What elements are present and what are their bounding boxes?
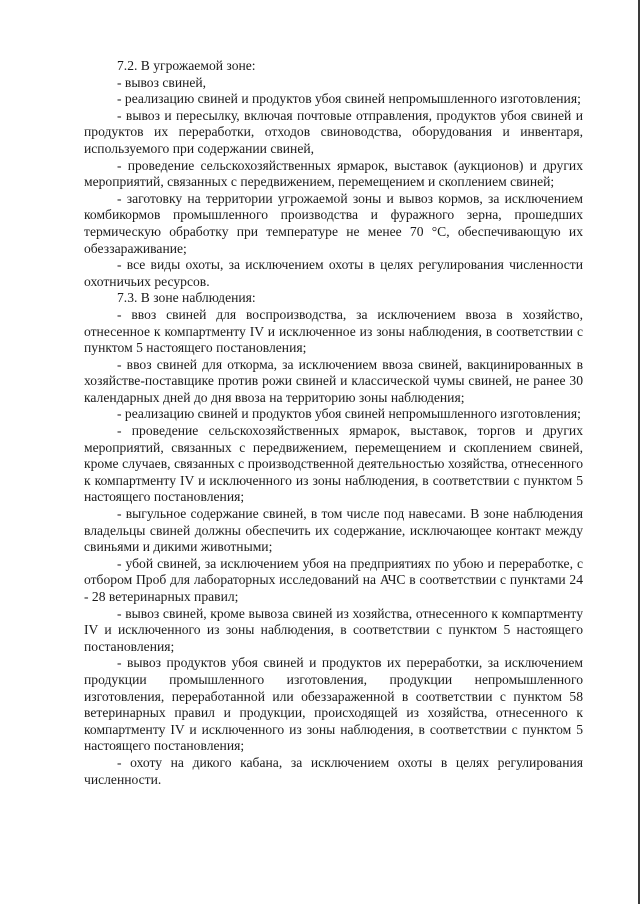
- paragraph: - проведение сельскохозяйственных ярмарок, выставок (аукционов) и других мероприятий, связанных с передвижением, перемещением и скоплением свиней;: [84, 157, 583, 190]
- paragraph: - убой свиней, за исключением убоя на предприятиях по убою и переработке, с отбором Проб для лабораторных исследований на АЧС в соответствии с пунктами 24 - 28 ветеринарных правил;: [84, 555, 583, 604]
- paragraph: - выгульное содержание свиней, в том числе под навесами. В зоне наблюдения владельцы свиней должны обеспечить их содержание, исключающее контакт между свиньями и дикими животными;: [84, 506, 583, 555]
- paragraph: - все виды охоты, за исключением охоты в целях регулирования численности охотничьих ресурсов.: [84, 257, 583, 289]
- paragraph: - вывоз и пересылку, включая почтовые отправления, продуктов убоя свиней и продуктов их переработки, отходов свиноводства, оборудования и инвентаря, используемого при содержании свиней,: [84, 107, 583, 156]
- paragraph: - ввоз свиней для откорма, за исключением ввоза свиней, вакцинированных в хозяйстве-поставщике против рожи свиней и классической чумы свиней, не ранее 30 календарных дней до дня ввоза на территорию зоны наблюдения;: [84, 356, 583, 405]
- paragraph: - охоту на дикого кабана, за исключением охоты в целях регулирования численности.: [84, 754, 583, 787]
- paragraph: - заготовку на территории угрожаемой зоны и вывоз кормов, за исключением комбикормов промышленного производства и фуражного зерна, прошедших термическую обработку при температуре не менее 70 °С, обеспечивающую их обеззараживание;: [84, 190, 583, 256]
- paragraph: - реализацию свиней и продуктов убоя свиней непромышленного изготовления;: [117, 406, 581, 422]
- document-body: [84, 58, 583, 788]
- section-heading-7-2: 7.2. В угрожаемой зоне:: [117, 58, 256, 73]
- paragraph: - вывоз продуктов убоя свиней и продуктов их переработки, за исключением продукции промышленного изготовления, продукции непромышленного изготовления, переработанной или обеззараженной в соответствии с пунктом 58 ветеринарных правил и продукции, происходящей из хозяйства, отнесенного к компартменту IV и исключенного из зоны наблюдения, в соответствии с пунктом 5 настоящего постановления;: [84, 655, 583, 754]
- paragraph: - вывоз свиней, кроме вывоза свиней из хозяйства, отнесенного к компартменту IV и исключенного из зоны наблюдения, в соответствии с пунктом 5 настоящего постановления;: [84, 605, 583, 654]
- section-heading-7-3: 7.3. В зоне наблюдения:: [117, 290, 256, 306]
- paragraph: - ввоз свиней для воспроизводства, за исключением ввоза в хозяйство, отнесенное к компартменту IV и исключенное из зоны наблюдения, в соответствии с пунктом 5 настоящего постановления;: [84, 306, 583, 356]
- paragraph: - вывоз свиней,: [117, 74, 207, 90]
- paragraph: - проведение сельскохозяйственных ярмарок, выставок, торгов и других мероприятий, связанных с передвижением, перемещением и скоплением свиней, кроме случаев, связанных с производственной деятельностью хозяйства, отнесенного к компартменту IV и исключенного из зоны наблюдения, в соответствии с пунктом 5 настоящего постановления;: [84, 423, 583, 505]
- paragraph: - реализацию свиней и продуктов убоя свиней непромышленного изготовления;: [117, 91, 581, 107]
